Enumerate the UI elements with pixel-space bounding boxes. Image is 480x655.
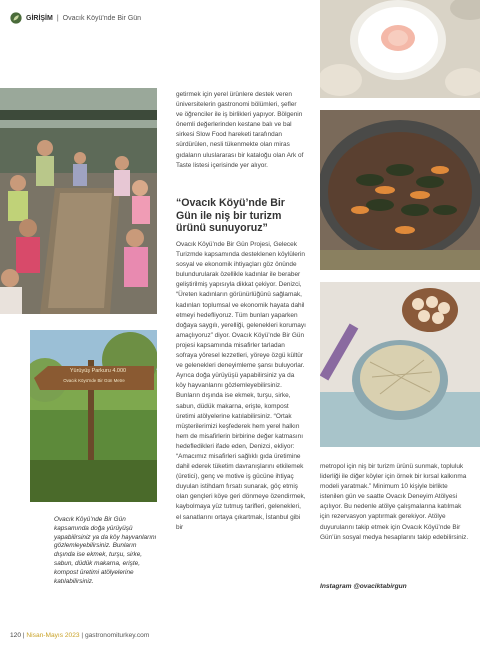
photo-caption: Ovacık Köyü’nde Bir Gün kapsamında doğa yürüyüşü yapabilirsiniz ya da köy hayvanlarını gözlemleyebilirsiniz. Bunların dışında ise ekmek, turşu, sirke, sabun, düdük makarna, erişte, kompost üretimi atölyelerine katılabilirsiniz. [54, 516, 157, 585]
issue-label: Nisan-Mayıs 2023 [26, 632, 80, 639]
column-2-body [176, 240, 306, 533]
children-table-photo [0, 88, 157, 314]
footer-separator: | [22, 632, 25, 639]
page-header [10, 12, 141, 24]
instagram-handle: Instagram @ovaciktabirgun [320, 583, 407, 590]
section-heading: “Ovacık Köyü’nde Bir Gün ile niş bir turizm ürünü sunuyoruz” [176, 197, 285, 234]
intro-paragraph: getirmek için yerel ürünlere destek veren üniversitelerin gastronomi bölümleri, şefler ve öğrenciler ile iş birlikleri yapıyor. Bölgenin önemli değerlerinden kestane balı ve bal sirkesi Slow Food hareketi tarafından sürdürülen, nesli tükenmekte olan miras gıdaların uluslararası bir kataloğu olan Ark of Taste listesi içerisinde yer alıyor. [176, 91, 304, 169]
page-footer [10, 632, 149, 639]
closing-paragraph: metropol için niş bir turizm ürünü sunmak, topluluk liderliği ile diğer köyler için örnek bir kırsal kalkınma modeli yaratmak.” Minimum 10 kişiyle birlikte istenilen gün ve saatte Ovacık Deneyim Atölyesi açılıyor. Bu nedenle atölye çalışmalarına katılmak için rezervasyon yaptırmak gerekiyor. Atölye duyurularını takip etmek için Ovacık Köyü’nde Bir Gün’ün sosyal medya hesaplarını takip edebilirsiniz. [320, 463, 469, 541]
section-label: GİRİŞİM [26, 14, 53, 22]
pasta-eggs-photo [320, 282, 480, 447]
site-url: gastronomiturkey.com [84, 632, 150, 639]
trail-sign-photo [30, 330, 157, 502]
sign-text-1: Yürüyüş Parkuru 4.000 [69, 368, 127, 374]
column-2 [176, 90, 304, 171]
plated-dish-photo [320, 0, 480, 98]
stuffed-dish-photo [320, 110, 480, 270]
sign-text-2: Ovacık Köyü'nde Bir Gün Metre [63, 378, 125, 383]
section-subtitle: Ovacık Köyü'nde Bir Gün [62, 14, 142, 22]
column-3 [320, 462, 470, 543]
footer-separator-2: | [81, 632, 84, 639]
header-separator: | [56, 14, 59, 22]
page-number: 120 [10, 632, 22, 639]
leaf-logo-icon [10, 12, 22, 24]
section-heading-block [176, 197, 308, 235]
body-paragraph: Ovacık Köyü’nde Bir Gün Projesi, Gelecek Turizmde kapsamında desteklenen köylülerin sosyal ve ekonomik ihtiyaçları göz önünde bulundurularak özellikle kadınlar ile beraber geliştirilmiş yapısıyla dikkat çekiyor. Denizci, “Üreten kadınların görünürlüğünü sağlamak, kadınları toplumsal ve ekonomik hayata dahil etmeyi hedefliyoruz. Tüm bunları yaparken doğaya saygılı, yerelliği, gelenekleri korumayı amaçlıyoruz” diyor. Ovacık Köyü’nde Bir Gün projesi kapsamında misafirler tarladan sofraya yöresel lezzetleri, yöreye özgü kültür ve gelenekleri deneyimleme şansı buluyorlar. Ayrıca doğa yürüyüşü yapabilirsiniz ya da köy hayvanlarını gözlemleyebilirsiniz. Bunların dışında ise ekmek, turşu, sirke, sabun, düdük makarna, erişte, kompost üretimi atölyelerine katılabilirsiniz. “Ortak müşterilerimizi keşfederek hem yerel halkın hem de misafirlerin birbirine değer katmasını hedefledikleri ifade eden, Denizci, ekliyor: “Amacımız misafirleri sağlıklı gıda üretimine dahil ederek tüketim davranışlarını etkilemek (üretici), genç ve motive iş gücüne ihtiyaç duyulan istihdam fırsatı sunarak, göç etmiş olan gençleri köye geri dönmeye özendirmek, kaybolmaya yüz tutmuş tarifleri, gelenekleri, el sanatlarını ortaya çıkartmak, İstanbul gibi bir [176, 241, 306, 531]
